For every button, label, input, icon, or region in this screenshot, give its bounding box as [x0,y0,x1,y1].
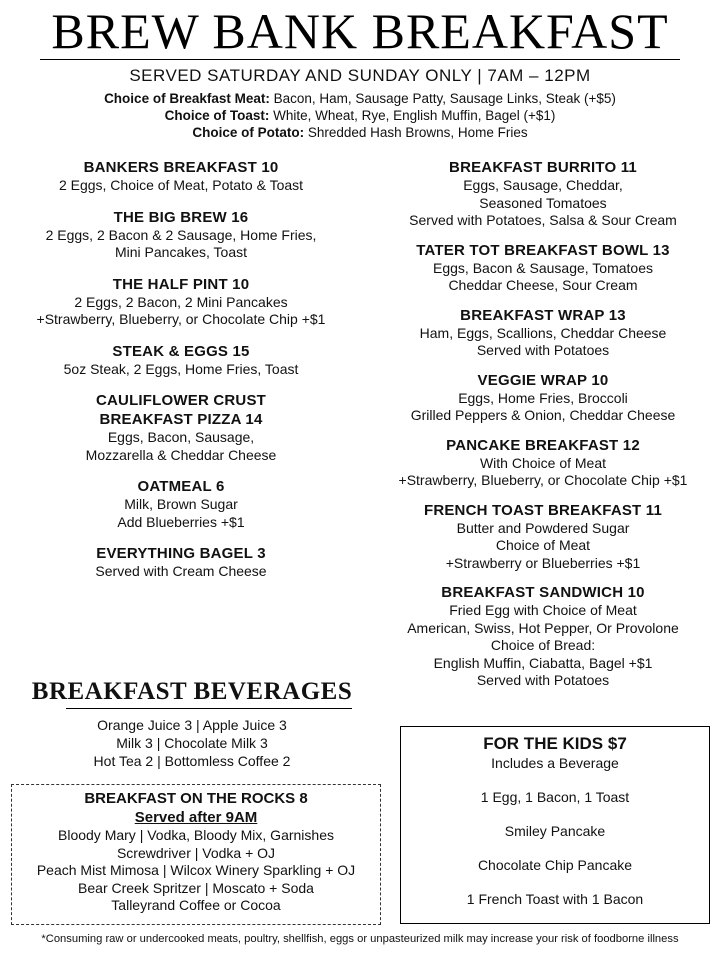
menu-item-description: Ham, Eggs, Scallions, Cheddar Cheese [419,324,667,341]
menu-item-name: PANCAKE BREAKFAST 12 [446,436,640,454]
menu-item [372,241,714,295]
menu-item-name: EVERYTHING BAGEL 3 [96,545,266,562]
menu-item [372,371,714,425]
kids-subtitle: Includes a Beverage [491,755,619,771]
rocks-line: Screwdriver | Vodka + OJ [116,844,276,861]
menu-item-description: +Strawberry, Blueberry, or Chocolate Chip +$1 [36,311,326,327]
menu-item-description: 5oz Steak, 2 Eggs, Home Fries, Toast [63,360,299,377]
menu-item-description: +Strawberry, Blueberry, or Chocolate Chip +$1 [398,472,688,488]
menu-item-description: Eggs, Bacon, Sausage, [107,429,255,445]
choice-toast [0,107,720,124]
menu-item-name: BANKERS BREAKFAST 10 [83,159,279,176]
menu-item-name: BREAKFAST PIZZA 14 [99,411,263,428]
choices-block [0,90,720,141]
menu-item-description: Choice of Meat [495,537,591,553]
menu-item-description: Eggs, Sausage, Cheddar, [463,177,623,193]
menu-item-description: Seasoned Tomatoes [479,194,607,211]
rocks-line: Peach Mist Mimosa | Wilcox Winery Sparkling + OJ [36,862,356,878]
menu-item [10,158,352,195]
menu-item-description: Eggs, Bacon & Sausage, Tomatoes [433,259,653,276]
menu-item-description: Served with Cream Cheese [95,563,267,579]
menu-item [372,158,714,230]
menu-item-description: Cheddar Cheese, Sour Cream [448,277,638,293]
menu-item [10,544,352,581]
food-safety-disclaimer: *Consuming raw or undercooked meats, poultry, shellfish, eggs or unpasteurized milk may increase your risk of foodborne illness [41,933,679,945]
menu-item [10,208,352,262]
menu-item-name: STEAK & EGGS 15 [112,342,250,360]
menu-item-description: 2 Eggs, 2 Bacon & 2 Sausage, Home Fries, [45,226,317,243]
menu-item-description: +Strawberry or Blueberries +$1 [445,554,641,571]
beverages-list [16,716,368,770]
kids-item: Chocolate Chip Pancake [477,857,633,873]
kids-item: 1 French Toast with 1 Bacon [466,891,644,907]
menu-item-description: Served with Potatoes [476,342,610,358]
choice-label: Choice of Potato: [192,125,305,140]
choice-text: Shredded Hash Browns, Home Fries [304,125,528,140]
rocks-subtitle: Served after 9AM [134,809,258,826]
menu-item-description: English Muffin, Ciabatta, Bagel +$1 [433,654,653,671]
menu-item-description: Choice of Bread: [490,637,596,653]
kids-title: FOR THE KIDS $7 [483,734,627,753]
title-divider [40,59,680,60]
menu-item-description: American, Swiss, Hot Pepper, Or Provolone [407,619,679,636]
beverage-line: Milk 3 | Chocolate Milk 3 [116,735,268,751]
choice-label: Choice of Breakfast Meat: [104,91,270,106]
menu-item-description: With Choice of Meat [479,454,607,471]
menu-item-description: Served with Potatoes, Salsa & Sour Cream [409,212,677,228]
menu-title: BREW BANK BREAKFAST [51,3,669,59]
menu-item [372,306,714,360]
menu-item-name: BREAKFAST SANDWICH 10 [441,584,645,601]
choice-label: Choice of Toast: [164,108,270,123]
left-menu-column [10,158,352,594]
rocks-title: BREAKFAST ON THE ROCKS 8 [84,790,308,807]
choice-text: Bacon, Ham, Sausage Patty, Sausage Links, Steak (+$5) [269,91,616,106]
menu-item [10,342,352,379]
menu-item [372,583,714,690]
menu-item-description: Grilled Peppers & Onion, Cheddar Cheese [410,407,676,423]
rocks-line: Talleyrand Coffee or Cocoa [111,897,281,913]
menu-item-name: CAULIFLOWER CRUST [95,392,267,409]
menu-item-description: 2 Eggs, 2 Bacon, 2 Mini Pancakes [74,293,288,310]
beverages-title: BREAKFAST BEVERAGES [31,678,353,705]
menu-item-description: Eggs, Home Fries, Broccoli [458,389,628,406]
beverages-divider [66,708,352,709]
menu-item-name: OATMEAL 6 [137,478,225,495]
served-hours: SERVED SATURDAY AND SUNDAY ONLY | 7AM – 12PM [129,66,591,85]
rocks-line: Bear Creek Spritzer | Moscato + Soda [78,879,314,896]
rocks-line: Bloody Mary | Vodka, Bloody Mix, Garnishes [58,827,334,843]
menu-item-name: FRENCH TOAST BREAKFAST 11 [423,501,663,519]
menu-item-description: Milk, Brown Sugar [124,496,238,512]
kids-menu-box [400,726,710,924]
beverage-line: Hot Tea 2 | Bottomless Coffee 2 [93,753,291,769]
right-menu-column [372,158,714,701]
menu-item-description: Mozzarella & Cheddar Cheese [85,446,277,463]
menu-item-name: BREAKFAST WRAP 13 [460,306,626,324]
menu-item [10,477,352,531]
menu-item [372,436,714,490]
kids-item: 1 Egg, 1 Bacon, 1 Toast [480,789,630,805]
menu-item [10,275,352,329]
menu-item-name: TATER TOT BREAKFAST BOWL 13 [416,241,670,259]
menu-item-description: Add Blueberries +$1 [117,513,245,530]
menu-item-description: Butter and Powdered Sugar [456,519,630,536]
kids-item: Smiley Pancake [504,823,606,839]
menu-item-name: BREAKFAST BURRITO 11 [449,159,637,176]
menu-item-description: Mini Pancakes, Toast [114,244,248,260]
menu-item [372,501,714,573]
breakfast-on-the-rocks-box [11,784,381,925]
menu-item-name: VEGGIE WRAP 10 [477,371,609,389]
menu-item-name: THE HALF PINT 10 [112,275,250,293]
choice-potato [0,124,720,141]
menu-item-description: 2 Eggs, Choice of Meat, Potato & Toast [58,177,304,193]
menu-item-name: THE BIG BREW 16 [113,208,249,226]
menu-item-description: Served with Potatoes [476,672,610,688]
menu-item-description: Fried Egg with Choice of Meat [449,602,637,618]
choice-text: White, Wheat, Rye, English Muffin, Bagel (+$1) [269,108,556,123]
beverage-line: Orange Juice 3 | Apple Juice 3 [97,717,287,733]
choice-meat [0,90,720,107]
menu-item [10,391,352,464]
